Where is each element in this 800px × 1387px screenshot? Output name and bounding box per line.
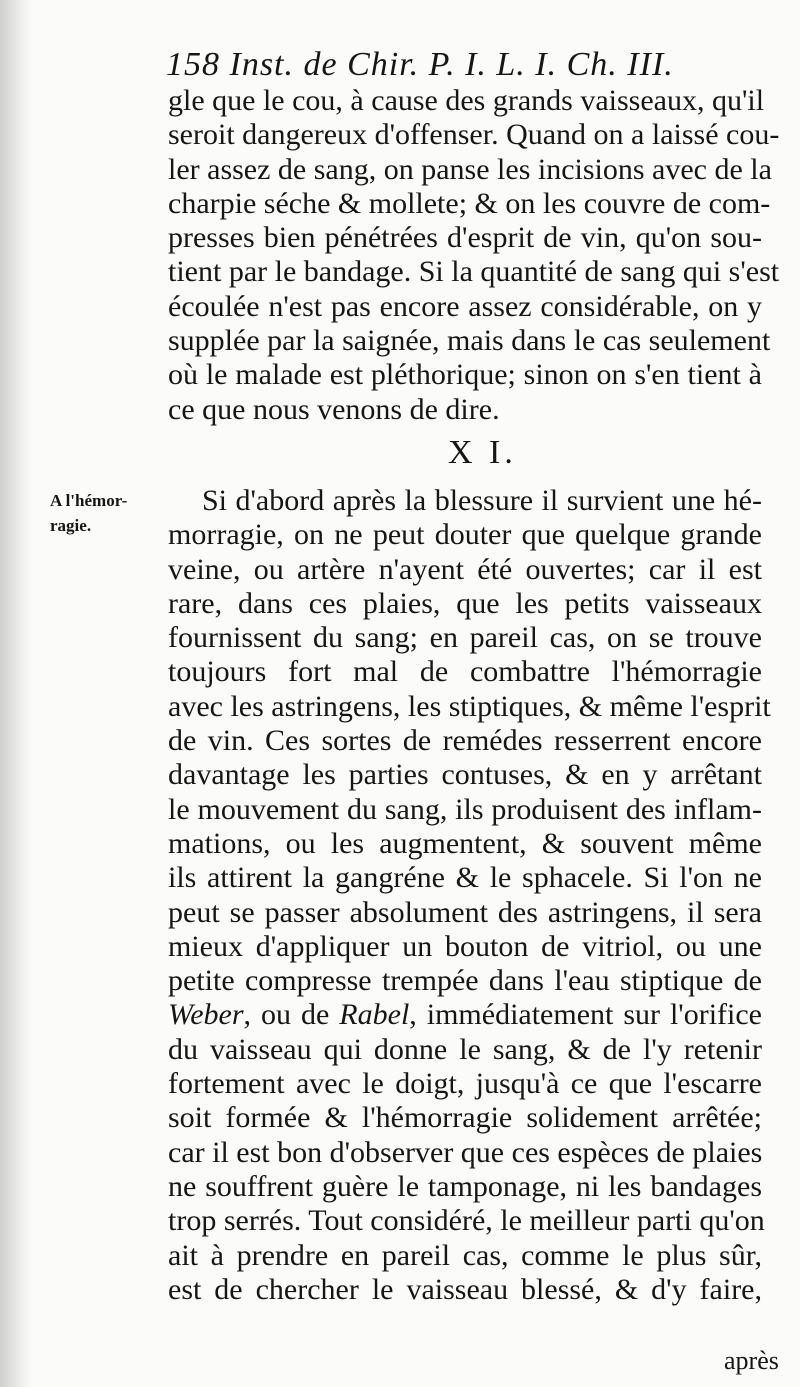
paragraph-2-line: ne souffrent guère le tamponage, ni les bandages bbox=[168, 1169, 762, 1203]
paragraph-2-line: car il est bon d'observer que ces espèces de plaies bbox=[168, 1135, 763, 1169]
paragraph-2-line: petite compresse trempée dans l'eau stiptique de bbox=[168, 964, 762, 998]
paragraph-2-line: fournissent du sang; en pareil cas, on se trouve bbox=[168, 621, 762, 655]
paragraph-2-line: morragie, on ne peut douter que quelque grande bbox=[168, 518, 762, 552]
paragraph-1-line: ce que nous venons de dire. bbox=[168, 392, 500, 426]
paragraph-2-line: veine, ou artère n'ayent été ouvertes; car il est bbox=[168, 552, 762, 586]
paragraph-2-line: fortement avec le doigt, jusqu'à ce que l'escarre bbox=[168, 1067, 762, 1101]
paragraph-1 bbox=[168, 84, 780, 427]
paragraph-2-line: Si d'abord après la blessure il survient une hé- bbox=[202, 484, 762, 517]
section-heading: X I. bbox=[448, 434, 517, 471]
paragraph-1-line: où le malade est pléthorique; sinon on s'en tient à bbox=[168, 358, 762, 392]
paragraph-2-line: Weber, ou de Rabel, immédiatement sur l'orifice bbox=[168, 998, 762, 1032]
catchword: après bbox=[724, 1346, 779, 1375]
paragraph-1-line: ler assez de sang, on panse les incisions avec de la bbox=[168, 152, 772, 186]
gutter-shadow bbox=[0, 0, 34, 1387]
paragraph-1-line: supplée par la saignée, mais dans le cas seulement bbox=[168, 324, 771, 358]
paragraph-2-line: est de chercher le vaisseau blessé, & d'y faire, bbox=[168, 1272, 762, 1306]
paragraph-2 bbox=[168, 484, 771, 1307]
paragraph-2-line: mieux d'appliquer un bouton de vitriol, ou une bbox=[168, 929, 762, 963]
paragraph-2-line: le mouvement du sang, ils produisent des inflam- bbox=[168, 792, 762, 826]
paragraph-1-line: seroit dangereux d'offenser. Quand on a laissé cou- bbox=[168, 118, 780, 152]
paragraph-2-line: trop serrés. Tout considéré, le meilleur parti qu'on bbox=[168, 1204, 765, 1238]
paragraph-2-line: soit formée & l'hémorragie solidement arrêtée; bbox=[168, 1101, 762, 1135]
paragraph-2-line: toujours fort mal de combattre l'hémorragie bbox=[168, 655, 762, 689]
paragraph-1-line: charpie séche & mollete; & on les couvre de com- bbox=[168, 186, 771, 220]
paragraph-2-line: avec les astringens, les stiptiques, & même l'esprit bbox=[168, 689, 771, 723]
paragraph-2-line: mations, ou les augmentent, & souvent même bbox=[168, 826, 762, 860]
margin-note bbox=[50, 488, 170, 538]
margin-note-line: A l'hémor- bbox=[50, 491, 128, 510]
paragraph-1-line: tient par le bandage. Si la quantité de sang qui s'est bbox=[168, 255, 780, 289]
paragraph-2-line: peut se passer absolument des astringens, il sera bbox=[168, 895, 762, 929]
paragraph-2-line: de vin. Ces sortes de remédes resserrent encore bbox=[168, 724, 762, 758]
paragraph-2-line: du vaisseau qui donne le sang, & de l'y retenir bbox=[168, 1032, 762, 1066]
running-header: 158 Inst. de Chir. P. I. L. I. Ch. III. bbox=[166, 46, 674, 83]
paragraph-1-line: presses bien pénétrées d'esprit de vin, qu'on sou- bbox=[168, 221, 762, 255]
paragraph-2-line: rare, dans ces plaies, que les petits vaisseaux bbox=[168, 586, 762, 620]
margin-note-line: ragie. bbox=[50, 516, 92, 535]
paragraph-2-line: ils attirent la gangréne & le sphacele. Si l'on ne bbox=[168, 861, 762, 895]
paragraph-2-line: ait à prendre en pareil cas, comme le plus sûr, bbox=[168, 1238, 762, 1272]
paragraph-2-line: davantage les parties contuses, & en y arrêtant bbox=[168, 758, 762, 792]
paragraph-1-line: gle que le cou, à cause des grands vaisseaux, qu'il bbox=[168, 84, 765, 117]
paragraph-1-line: écoulée n'est pas encore assez considérable, on y bbox=[168, 289, 762, 323]
